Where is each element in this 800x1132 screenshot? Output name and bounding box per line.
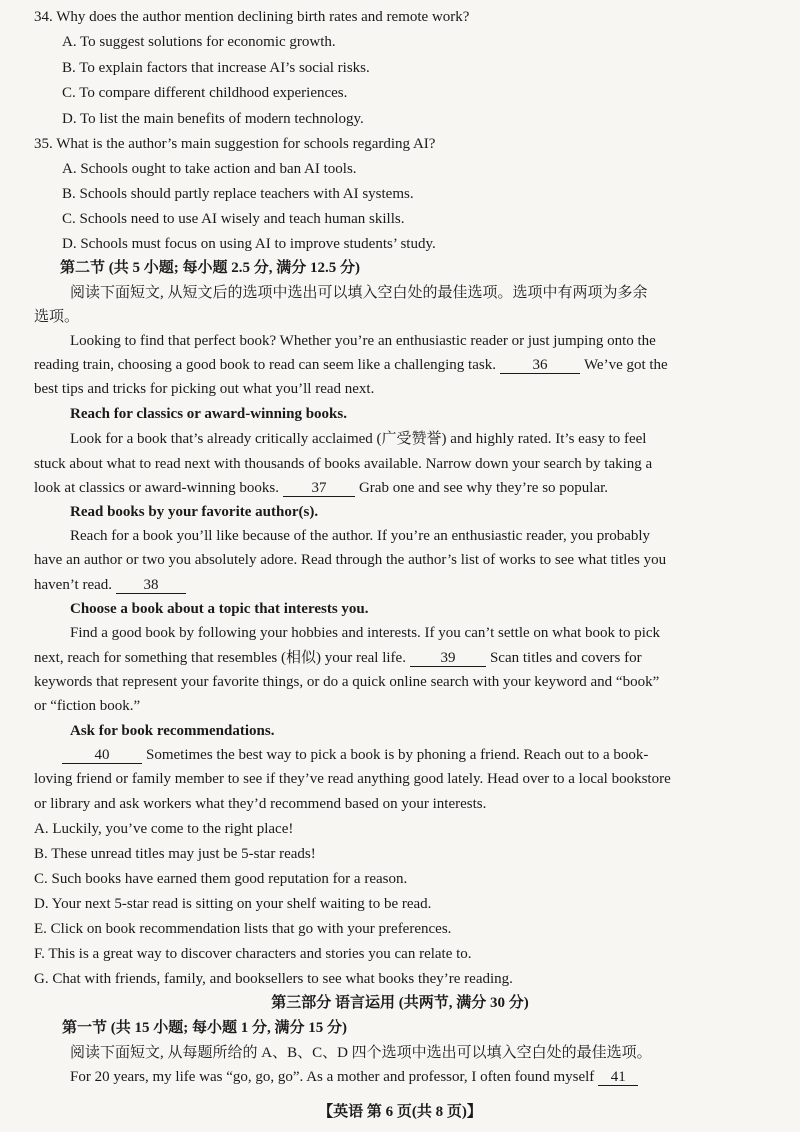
passage-text: 40 Sometimes the best way to pick a book is by phoning a friend. Reach out to a book-: [0, 744, 800, 766]
page-footer: 【英语 第 6 页(共 8 页)】: [318, 1104, 482, 1120]
choice-a: A. Luckily, you’ve come to the right place!: [34, 821, 294, 837]
passage-text: loving friend or family member to see if they’ve read anything good lately. Head over to a local bookstore: [34, 771, 671, 787]
passage-text: look at classics or award-winning books. 37 Grab one and see why they’re so popular.: [34, 480, 609, 496]
choice-f: F. This is a great way to discover characters and stories you can relate to.: [34, 946, 472, 962]
q34-option-a: A. To suggest solutions for economic growth.: [62, 34, 336, 50]
section-2-instruction-cont: 选项。: [34, 309, 80, 325]
passage-text: stuck about what to read next with thousands of books available. Narrow down your search by taking a: [34, 456, 653, 472]
q35-option-a: A. Schools ought to take action and ban AI tools.: [62, 161, 357, 177]
q34-option-c: C. To compare different childhood experiences.: [62, 85, 348, 101]
blank-36[interactable]: 36: [500, 357, 580, 374]
passage-text: Find a good book by following your hobbies and interests. If you can’t settle on what book to pick: [70, 625, 661, 641]
q35-option-d: D. Schools must focus on using AI to improve students’ study.: [62, 236, 436, 252]
passage-text: Looking to find that perfect book? Whether you’re an enthusiastic reader or just jumping onto the: [70, 333, 656, 349]
passage-text: or library and ask workers what they’d recommend based on your interests.: [34, 796, 487, 812]
part-3-section-1-header: 第一节 (共 15 小题; 每小题 1 分, 满分 15 分): [62, 1020, 347, 1036]
part-3-instruction: 阅读下面短文, 从每题所给的 A、B、C、D 四个选项中选出可以填入空白处的最佳选项。: [70, 1045, 652, 1061]
passage-text: best tips and tricks for picking out what you’ll read next.: [34, 381, 375, 397]
section-2-instruction: 阅读下面短文, 从短文后的选项中选出可以填入空白处的最佳选项。选项中有两项为多余: [70, 285, 648, 301]
question-35-stem: 35. What is the author’s main suggestion for schools regarding AI?: [34, 136, 436, 152]
passage-text: or “fiction book.”: [34, 698, 141, 714]
choice-d: D. Your next 5-star read is sitting on your shelf waiting to be read.: [34, 896, 432, 912]
q34-option-b: B. To explain factors that increase AI’s social risks.: [62, 60, 370, 76]
choice-g: G. Chat with friends, family, and booksellers to see what books they’re reading.: [34, 971, 513, 987]
subheading-topic: Choose a book about a topic that interests you.: [70, 601, 369, 617]
q35-option-c: C. Schools need to use AI wisely and teach human skills.: [62, 211, 405, 227]
subheading-classics: Reach for classics or award-winning books.: [70, 406, 347, 422]
choice-e: E. Click on book recommendation lists that go with your preferences.: [34, 921, 452, 937]
subheading-favorite-author: Read books by your favorite author(s).: [70, 504, 319, 520]
blank-41[interactable]: 41: [598, 1069, 638, 1086]
passage-text: Look for a book that’s already critically acclaimed (广受赞誉) and highly rated. It’s easy to feel: [70, 431, 647, 447]
question-34-stem: 34. Why does the author mention declining birth rates and remote work?: [34, 9, 470, 25]
blank-40[interactable]: 40: [62, 747, 142, 764]
passage-text: haven’t read. 38: [0, 574, 800, 596]
cloze-first-line: For 20 years, my life was “go, go, go”. As a mother and professor, I often found myself 41: [0, 1066, 800, 1088]
passage-text: reading train, choosing a good book to read can seem like a challenging task. 36 We’ve got the: [34, 357, 668, 373]
passage-text: Reach for a book you’ll like because of the author. If you’re an enthusiastic reader, you probably: [70, 528, 651, 544]
q34-option-d: D. To list the main benefits of modern technology.: [62, 111, 364, 127]
blank-38[interactable]: 38: [116, 577, 186, 594]
blank-39[interactable]: 39: [410, 650, 486, 667]
blank-37[interactable]: 37: [283, 480, 355, 497]
part-3-header: 第三部分 语言运用 (共两节, 满分 30 分): [271, 995, 529, 1011]
choice-c: C. Such books have earned them good reputation for a reason.: [34, 871, 408, 887]
q35-option-b: B. Schools should partly replace teachers with AI systems.: [62, 186, 414, 202]
passage-text: keywords that represent your favorite things, or do a quick online search with your keyword and “book”: [34, 674, 660, 690]
section-2-header: 第二节 (共 5 小题; 每小题 2.5 分, 满分 12.5 分): [60, 260, 360, 276]
passage-text: have an author or two you absolutely adore. Read through the author’s list of works to see what titles you: [34, 552, 667, 568]
choice-b: B. These unread titles may just be 5-star reads!: [34, 846, 316, 862]
subheading-recommendations: Ask for book recommendations.: [70, 723, 275, 739]
passage-text: next, reach for something that resembles (相似) your real life. 39 Scan titles and covers for: [34, 650, 642, 666]
